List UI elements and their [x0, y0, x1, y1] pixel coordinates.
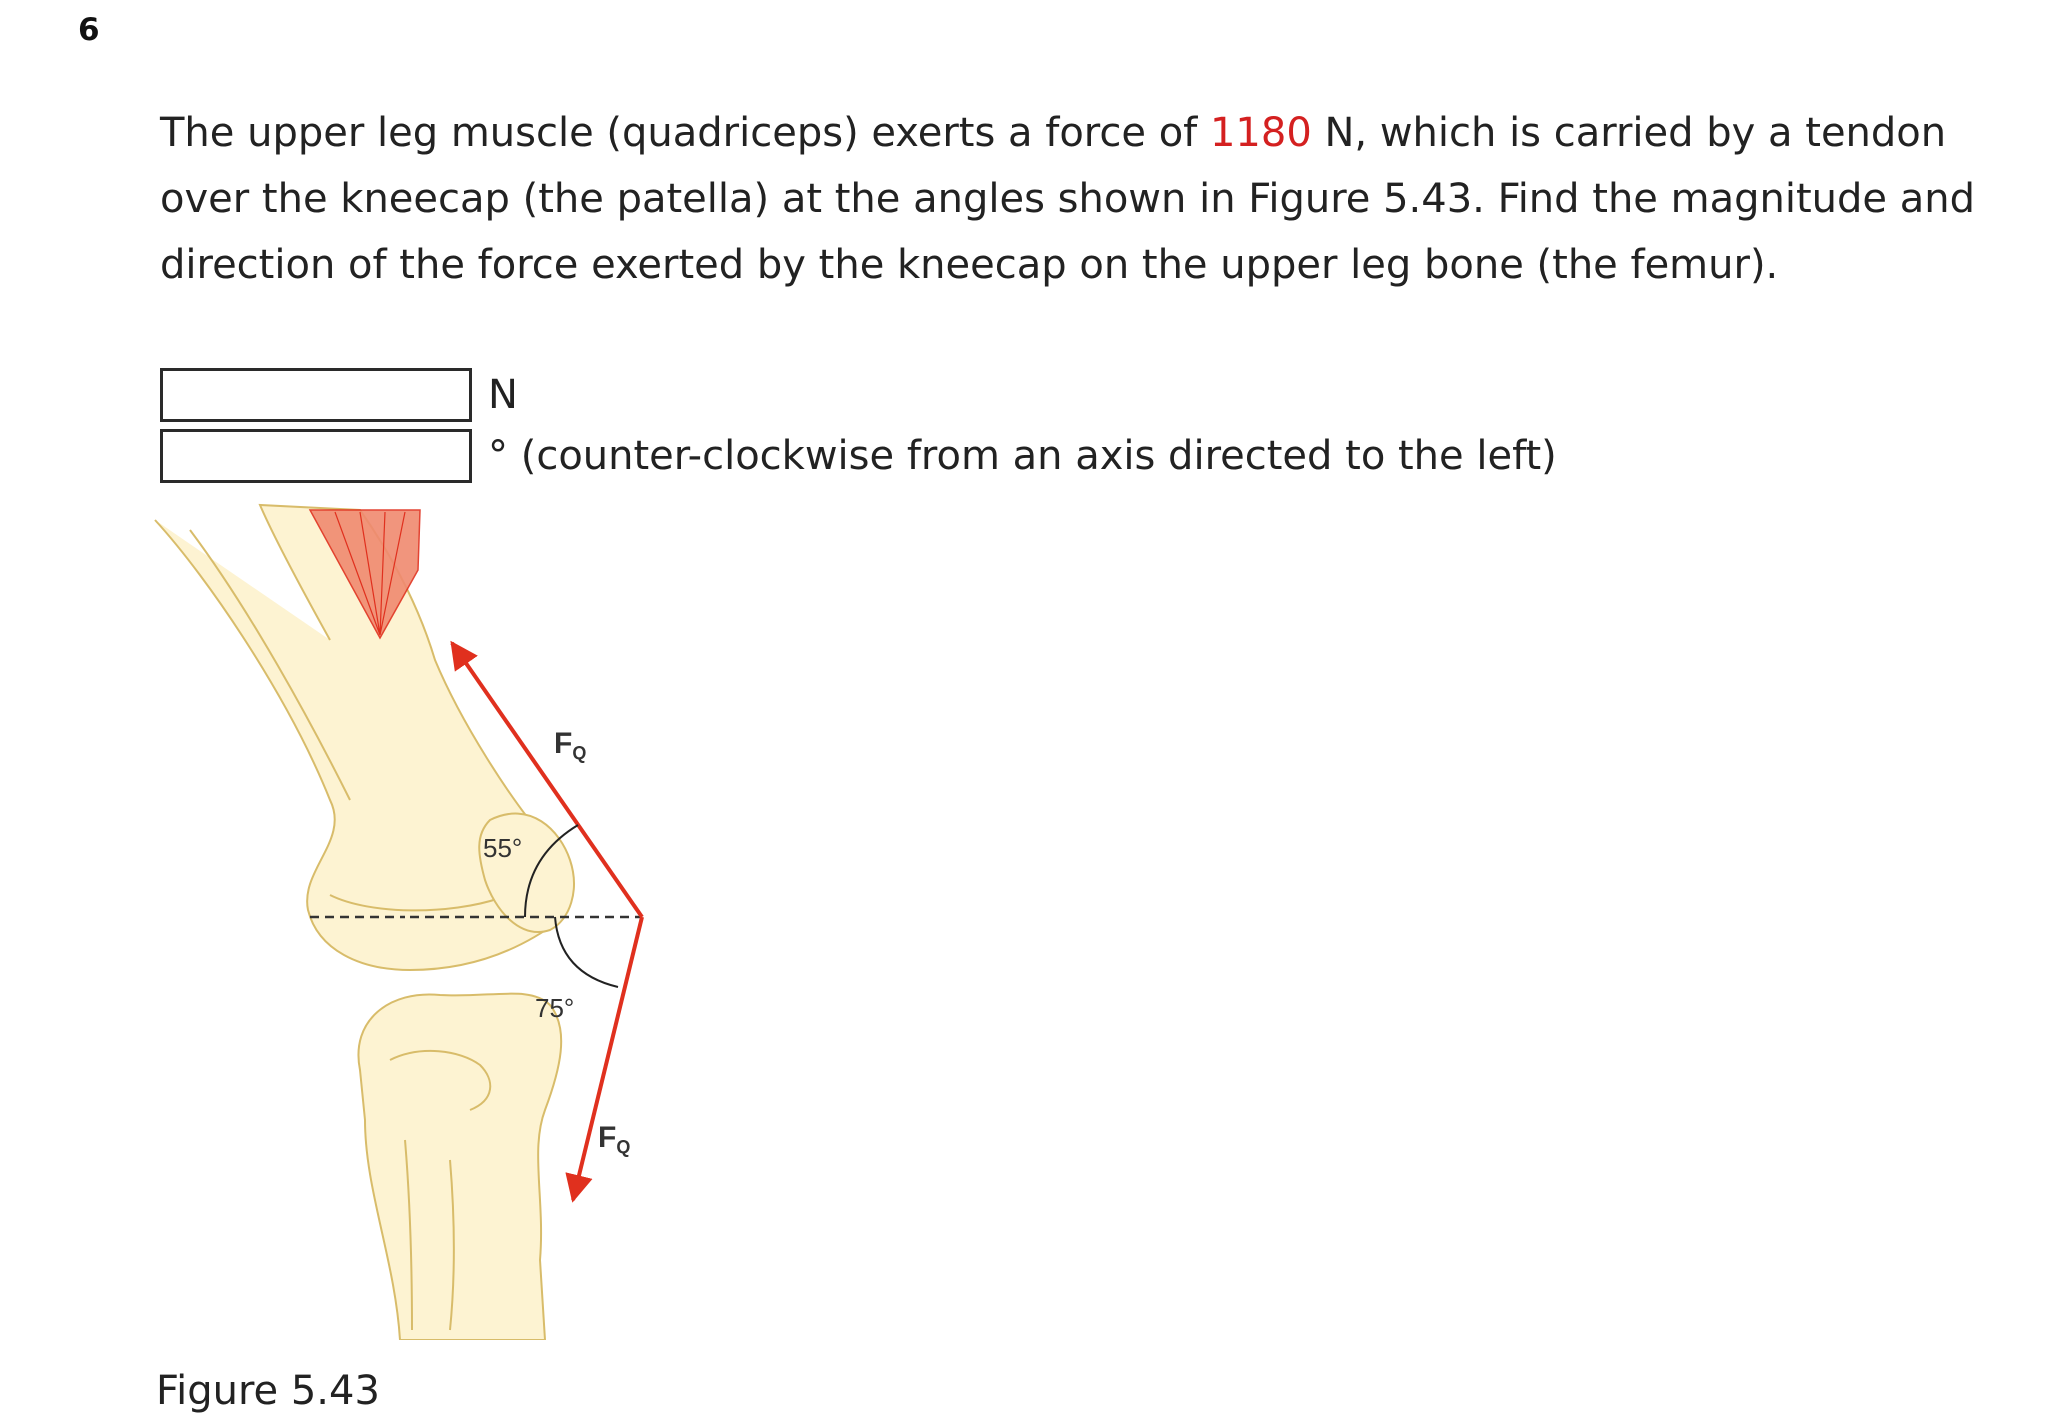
problem-text-before: The upper leg muscle (quadriceps) exerts a force of	[160, 110, 1210, 156]
direction-answer-row	[160, 427, 1557, 485]
magnitude-answer-row	[160, 366, 518, 424]
lower-angle-label: 75°	[535, 993, 575, 1023]
direction-input[interactable]	[160, 429, 472, 483]
problem-statement	[160, 100, 2040, 298]
problem-text-after: N, which is carried by a tendon over the kneecap (the patella) at the angles shown in Figure 5.43. Find the magnitude and direction of the force exerted by the kneecap on the upper leg bone (the femur).	[160, 110, 1975, 288]
direction-unit: ° (counter-clockwise from an axis directed to the left)	[488, 433, 1557, 479]
figure-caption: Figure 5.43	[156, 1368, 380, 1414]
lower-angle-arc	[555, 917, 618, 987]
knee-figure	[150, 500, 670, 1340]
force-value: 1180	[1209, 110, 1312, 156]
tibia-bone	[358, 994, 561, 1340]
lower-force-label: $F_Q$	[598, 1121, 631, 1157]
lower-force-arrow	[573, 917, 642, 1200]
magnitude-input[interactable]	[160, 368, 472, 422]
question-number: 6	[78, 12, 100, 48]
upper-force-label: $F_Q$	[554, 727, 587, 763]
upper-angle-label: 55°	[483, 833, 523, 863]
magnitude-unit: N	[488, 372, 518, 418]
